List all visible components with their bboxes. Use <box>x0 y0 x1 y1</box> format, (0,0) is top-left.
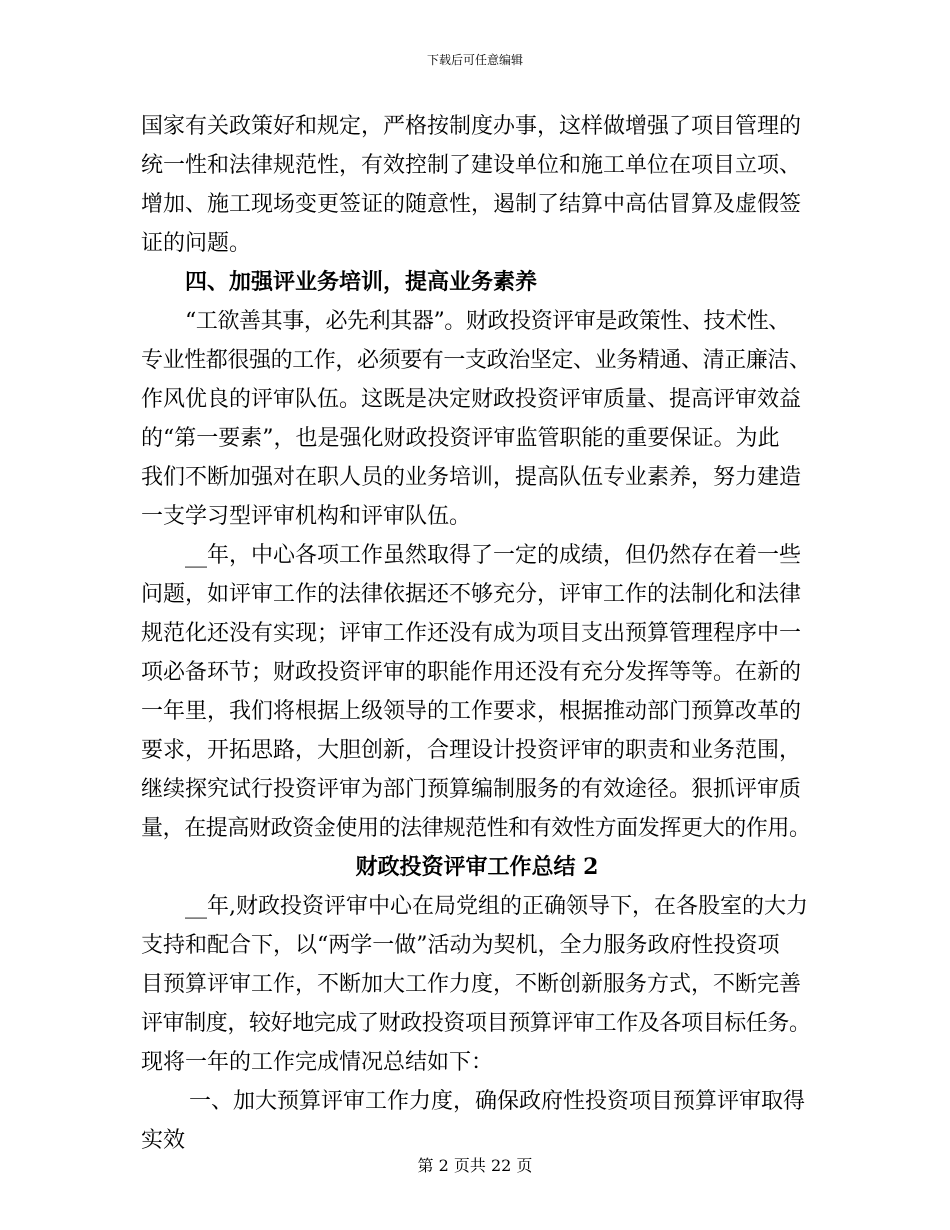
paragraph-line: 统一性和法律规范性，有效控制了建设单位和施工单位在项目立项、 <box>141 153 802 178</box>
paragraph-line: 作风优良的评审队伍。这既是决定财政投资评审质量、提高评审效益 <box>141 387 802 412</box>
paragraph-line: 要求，开拓思路，大胆创新，合理设计投资评审的职责和业务范围， <box>141 738 802 763</box>
document-body <box>141 107 813 1160</box>
paragraph-line: 实效 <box>141 1128 186 1153</box>
paragraph-line: 量，在提高财政资金使用的法律规范性和有效性方面发挥更大的作用。 <box>141 816 811 841</box>
paragraph-line: 一支学习型评审机构和评审队伍。 <box>141 504 472 529</box>
subsection-heading: 一、加大预算评审工作力度，确保政府性投资项目预算评审取得 <box>189 1089 806 1114</box>
paragraph-line: 目预算评审工作，不断加大工作力度，不断创新服务方式，不断完善 <box>141 972 802 997</box>
paragraph-line: 增加、施工现场变更签证的随意性，遏制了结算中高估冒算及虚假签 <box>141 192 802 217</box>
paragraph-line: 评审制度，较好地完成了财政投资项目预算评审工作及各项目标任务。 <box>141 1011 811 1036</box>
paragraph-line: 问题，如评审工作的法律依据还不够充分，评审工作的法制化和法律 <box>141 582 802 607</box>
paragraph-line: 的“第一要素”，也是强化财政投资评审监管职能的重要保证。为此 <box>141 426 780 451</box>
section-title: 财政投资评审工作总结 2 <box>355 854 599 880</box>
paragraph-line: 项必备环节；财政投资评审的职能作用还没有充分发挥等等。在新的 <box>141 660 802 685</box>
paragraph-line: 我们不断加强对在职人员的业务培训，提高队伍专业素养，努力建造 <box>141 465 802 490</box>
paragraph-line: 专业性都很强的工作，必须要有一支政治坚定、业务精通、清正廉洁、 <box>141 348 811 373</box>
paragraph-line: 规范化还没有实现；评审工作还没有成为项目支出预算管理程序中一 <box>141 621 802 646</box>
paragraph-line: 现将一年的工作完成情况总结如下： <box>141 1050 494 1075</box>
paragraph-line: __年,财政投资评审中心在局党组的正确领导下，在各股室的大力 <box>185 894 808 919</box>
paragraph-line: “工欲善其事，必先利其器”。财政投资评审是政策性、技术性、 <box>185 309 790 334</box>
page-footer: 第 2 页共 22 页 <box>417 1156 533 1175</box>
section-heading: 四、加强评业务培训，提高业务素养 <box>185 269 538 295</box>
paragraph-line: 证的问题。 <box>141 231 252 256</box>
paragraph-line: 继续探究试行投资评审为部门预算编制服务的有效途径。狠抓评审质 <box>141 777 802 802</box>
paragraph-line: __年，中心各项工作虽然取得了一定的成绩，但仍然存在着一些 <box>185 543 802 568</box>
paragraph-line: 支持和配合下，以“两学一做”活动为契机，全力服务政府性投资项 <box>141 933 780 958</box>
paragraph-line: 国家有关政策好和规定，严格按制度办事，这样做增强了项目管理的 <box>141 114 802 139</box>
page-header: 下载后可任意编辑 <box>426 53 523 67</box>
paragraph-line: 一年里，我们将根据上级领导的工作要求，根据推动部门预算改革的 <box>141 699 802 724</box>
